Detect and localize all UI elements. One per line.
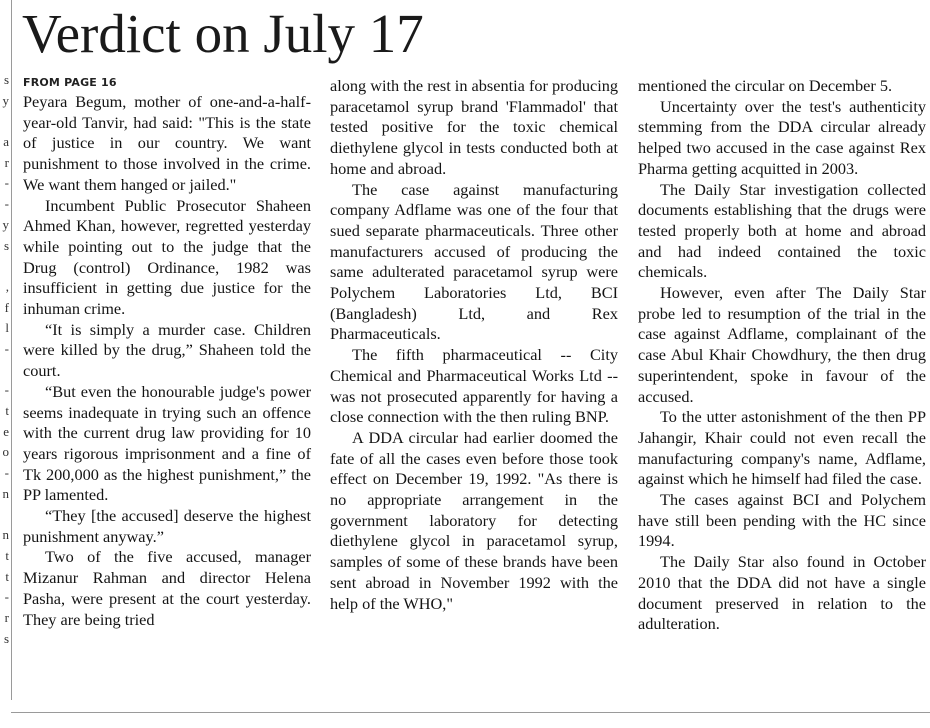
column-divider-rule: [11, 0, 12, 700]
headline: Verdict on July 17: [22, 3, 424, 64]
paragraph: Uncertainty over the test's authenticity stemming from the DDA circular already helped two accused in the case against Rex Pharma getting acquitted in 2003.: [638, 96, 926, 178]
paragraph: “They [the accused] deserve the highest punishment anyway.”: [23, 506, 311, 546]
jump-line: FROM PAGE 16: [23, 76, 117, 89]
clipped-letter: n: [2, 485, 9, 501]
clipped-letter: t: [5, 568, 9, 584]
clipped-letter: y: [2, 92, 9, 108]
paragraph: Two of the five accused, manager Mizanur Rahman and director Helena Pasha, were present at the court yesterday. They are being tried: [23, 547, 311, 629]
clipped-letter: t: [5, 547, 9, 563]
paragraph: However, even after The Daily Star probe led to resumption of the trial in the case against Adflame, complainant of the case Abul Khair Chowdhury, the then drug superintendent, spoke in favour of the accused.: [638, 283, 926, 406]
clipped-letter: t: [5, 403, 9, 418]
paragraph: “It is simply a murder case. Children were killed by the drug,” Shaheen told the court.: [23, 319, 311, 381]
clipped-letter: [0, 256, 10, 277]
paragraph: Incumbent Public Prosecutor Shaheen Ahmed Khan, however, regretted yesterday while pointing out to the judge that the Drug (control) Ordinance, 1982 was insufficient in getting due justice for the inhuman crime.: [23, 195, 311, 319]
paragraph: To the utter astonishment of the then PP Jahangir, Khair could not even recall the manufacturing company's name, Adflame, against which he himself had filed the case.: [638, 407, 926, 489]
clipped-letter: -: [4, 382, 9, 398]
paragraph: The Daily Star investigation collected documents establishing that the drugs were tested properly both at home and abroad and had indeed contained the toxic chemicals.: [638, 179, 926, 282]
adjacent-column-clipped-letters: [0, 70, 10, 690]
clipped-letter: -: [4, 340, 9, 356]
clipped-letter: r: [4, 154, 9, 170]
bottom-rule: [11, 712, 930, 713]
paragraph: “But even the honourable judge's power seems inadequate in trying such an offence with the current drug law providing for 10 years rigorous imprisonment and a fine of Tk 200,000 as the highest punishment,” the PP lamented.: [23, 381, 311, 505]
clipped-letter: l: [5, 320, 9, 336]
article-column-3: [638, 76, 926, 635]
article-column-1: [23, 74, 311, 630]
clipped-letter: -: [4, 196, 9, 212]
paragraph: Peyara Begum, mother of one-and-a-half-year-old Tanvir, had said: "This is the state of justice in our country. We want punishment to those involved in the crime. We want them hanged or jailed.": [23, 92, 311, 194]
article-column-2: [330, 76, 618, 614]
paragraph: A DDA circular had earlier doomed the fate of all the cases even before those took effect on December 19, 1992. "As there is no appropriate arrangement in the government laboratory for detecting diethylene glycol in paracetamol syrup, samples of some of these brands have been sent abroad in November 1992 with the help of the WHO,": [330, 427, 618, 613]
clipped-letter: [0, 111, 10, 132]
paragraph: The case against manufacturing company Adflame was one of the four that sued separate pharmaceuticals. Three other manufacturers accused of producing the same adulterated paracetamol syrup were Polychem Laboratories Ltd, BCI (Bangladesh) Ltd, and Rex Pharmaceuticals.: [330, 179, 618, 344]
clipped-letter: -: [4, 589, 9, 605]
paragraph: The Daily Star also found in October 2010 that the DDA did not have a single document preserved in relation to the adulteration.: [638, 552, 926, 634]
clipped-letter: f: [4, 299, 9, 315]
clipped-letter: -: [4, 465, 9, 481]
clipped-letter: s: [3, 630, 9, 646]
clipped-letter: [0, 504, 10, 525]
clipped-letter: r: [4, 609, 9, 625]
paragraph-continued: mentioned the circular on December 5.: [638, 76, 893, 95]
clipped-letter: [0, 360, 10, 381]
clipped-letter: a: [3, 134, 9, 150]
clipped-letter: e: [3, 423, 9, 439]
clipped-letter: s: [3, 72, 9, 87]
clipped-letter: n: [2, 527, 9, 543]
clipped-letter: -: [4, 175, 9, 191]
clipped-letter: y: [2, 216, 9, 232]
clipped-letter: ,: [5, 278, 9, 294]
paragraph-continued: along with the rest in absentia for producing paracetamol syrup brand 'Flammadol' that tested positive for the toxic chemical diethylene glycol in tests conducted both at home and abroad.: [330, 76, 619, 178]
paragraph: The fifth pharmaceutical -- City Chemical and Pharmaceutical Works Ltd -- was not prosecuted apparently for having a close connection with the then ruling BNP.: [330, 345, 618, 427]
clipped-letter: o: [2, 444, 9, 460]
clipped-letter: s: [3, 237, 9, 253]
paragraph: The cases against BCI and Polychem have still been pending with the HC since 1994.: [638, 490, 926, 551]
